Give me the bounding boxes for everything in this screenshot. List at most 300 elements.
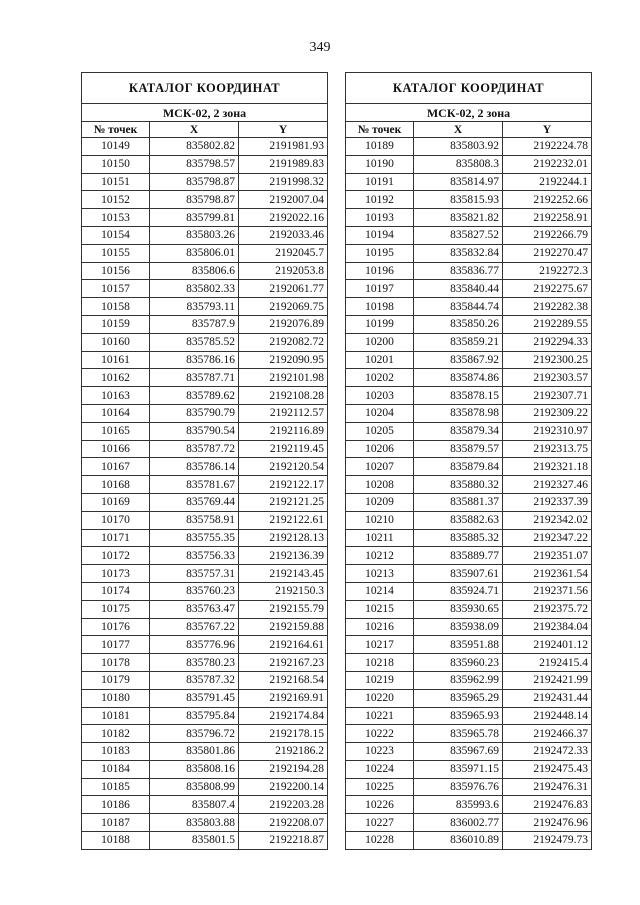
y-coordinate-cell: 2192101.98: [239, 369, 328, 387]
table-row: [82, 743, 328, 761]
column-header-point-number: № точек: [82, 122, 150, 138]
y-coordinate-cell: 2192224.78: [503, 138, 592, 156]
point-number-cell: 10150: [82, 155, 150, 173]
table-body: [82, 138, 328, 850]
y-coordinate-cell: 2192108.28: [239, 387, 328, 405]
table-row: [346, 511, 592, 529]
point-number-cell: 10168: [82, 476, 150, 494]
y-coordinate-cell: 2192164.61: [239, 636, 328, 654]
x-coordinate-cell: 835850.26: [414, 315, 503, 333]
y-coordinate-cell: 2192112.57: [239, 404, 328, 422]
point-number-cell: 10211: [346, 529, 414, 547]
table-row: [82, 796, 328, 814]
table-row: [346, 778, 592, 796]
y-coordinate-cell: 2192476.83: [503, 796, 592, 814]
x-coordinate-cell: 835806.6: [150, 262, 239, 280]
y-coordinate-cell: 2192448.14: [503, 707, 592, 725]
point-number-cell: 10175: [82, 600, 150, 618]
x-coordinate-cell: 835793.11: [150, 298, 239, 316]
x-coordinate-cell: 835756.33: [150, 547, 239, 565]
table-row: [346, 209, 592, 227]
table-row: [82, 600, 328, 618]
x-coordinate-cell: 835801.86: [150, 743, 239, 761]
x-coordinate-cell: 835808.16: [150, 760, 239, 778]
point-number-cell: 10155: [82, 244, 150, 262]
point-number-cell: 10219: [346, 671, 414, 689]
table-row: [346, 654, 592, 672]
y-coordinate-cell: 2192282.38: [503, 298, 592, 316]
x-coordinate-cell: 835951.88: [414, 636, 503, 654]
table-row: [346, 333, 592, 351]
x-coordinate-cell: 835799.81: [150, 209, 239, 227]
x-coordinate-cell: 835976.76: [414, 778, 503, 796]
y-coordinate-cell: 2192303.57: [503, 369, 592, 387]
y-coordinate-cell: 2192120.54: [239, 458, 328, 476]
y-coordinate-cell: 2192033.46: [239, 226, 328, 244]
point-number-cell: 10188: [82, 832, 150, 850]
table-row: [82, 209, 328, 227]
point-number-cell: 10167: [82, 458, 150, 476]
y-coordinate-cell: 2192371.56: [503, 582, 592, 600]
point-number-cell: 10149: [82, 138, 150, 156]
y-coordinate-cell: 2192128.13: [239, 529, 328, 547]
y-coordinate-cell: 2192022.16: [239, 209, 328, 227]
table-row: [346, 404, 592, 422]
y-coordinate-cell: 2192007.04: [239, 191, 328, 209]
point-number-cell: 10224: [346, 760, 414, 778]
point-number-cell: 10165: [82, 422, 150, 440]
x-coordinate-cell: 835930.65: [414, 600, 503, 618]
x-coordinate-cell: 835787.9: [150, 315, 239, 333]
y-coordinate-cell: 2191998.32: [239, 173, 328, 191]
point-number-cell: 10174: [82, 582, 150, 600]
x-coordinate-cell: 835827.52: [414, 226, 503, 244]
point-number-cell: 10200: [346, 333, 414, 351]
point-number-cell: 10161: [82, 351, 150, 369]
point-number-cell: 10216: [346, 618, 414, 636]
y-coordinate-cell: 2192122.17: [239, 476, 328, 494]
column-header-y: Y: [503, 122, 592, 138]
y-coordinate-cell: 2192082.72: [239, 333, 328, 351]
y-coordinate-cell: 2192384.04: [503, 618, 592, 636]
table-row: [82, 173, 328, 191]
point-number-cell: 10213: [346, 565, 414, 583]
point-number-cell: 10173: [82, 565, 150, 583]
y-coordinate-cell: 2192244.1: [503, 173, 592, 191]
point-number-cell: 10162: [82, 369, 150, 387]
point-number-cell: 10189: [346, 138, 414, 156]
table-row: [82, 565, 328, 583]
point-number-cell: 10204: [346, 404, 414, 422]
point-number-cell: 10151: [82, 173, 150, 191]
y-coordinate-cell: 2192476.96: [503, 814, 592, 832]
y-coordinate-cell: 2192321.18: [503, 458, 592, 476]
x-coordinate-cell: 835808.3: [414, 155, 503, 173]
table-row: [82, 618, 328, 636]
x-coordinate-cell: 835798.87: [150, 173, 239, 191]
x-coordinate-cell: 835879.84: [414, 458, 503, 476]
x-coordinate-cell: 835790.79: [150, 404, 239, 422]
y-coordinate-cell: 2192310.97: [503, 422, 592, 440]
point-number-cell: 10220: [346, 689, 414, 707]
x-coordinate-cell: 835889.77: [414, 547, 503, 565]
x-coordinate-cell: 835965.78: [414, 725, 503, 743]
x-coordinate-cell: 835962.99: [414, 671, 503, 689]
y-coordinate-cell: 2192218.87: [239, 832, 328, 850]
point-number-cell: 10228: [346, 832, 414, 850]
column-header-x: X: [414, 122, 503, 138]
point-number-cell: 10178: [82, 654, 150, 672]
point-number-cell: 10159: [82, 315, 150, 333]
y-coordinate-cell: 2192300.25: [503, 351, 592, 369]
x-coordinate-cell: 835767.22: [150, 618, 239, 636]
table-row: [346, 796, 592, 814]
table-row: [346, 600, 592, 618]
table-row: [346, 671, 592, 689]
point-number-cell: 10201: [346, 351, 414, 369]
point-number-cell: 10191: [346, 173, 414, 191]
y-coordinate-cell: 2192289.55: [503, 315, 592, 333]
table-row: [346, 529, 592, 547]
table-row: [82, 493, 328, 511]
point-number-cell: 10205: [346, 422, 414, 440]
catalog-title: КАТАЛОГ КООРДИНАТ: [346, 73, 592, 104]
y-coordinate-cell: 2192375.72: [503, 600, 592, 618]
point-number-cell: 10194: [346, 226, 414, 244]
y-coordinate-cell: 2192401.12: [503, 636, 592, 654]
point-number-cell: 10176: [82, 618, 150, 636]
point-number-cell: 10198: [346, 298, 414, 316]
y-coordinate-cell: 2192208.07: [239, 814, 328, 832]
column-header-x: X: [150, 122, 239, 138]
table-row: [346, 173, 592, 191]
y-coordinate-cell: 2192203.28: [239, 796, 328, 814]
point-number-cell: 10157: [82, 280, 150, 298]
table-row: [82, 244, 328, 262]
table-row: [82, 226, 328, 244]
x-coordinate-cell: 835807.4: [150, 796, 239, 814]
y-coordinate-cell: 2192421.99: [503, 671, 592, 689]
table-row: [346, 369, 592, 387]
table-row: [346, 832, 592, 850]
point-number-cell: 10184: [82, 760, 150, 778]
coordinate-system-zone: МСК-02, 2 зона: [82, 104, 328, 122]
x-coordinate-cell: 835882.63: [414, 511, 503, 529]
x-coordinate-cell: 835880.32: [414, 476, 503, 494]
x-coordinate-cell: 835993.6: [414, 796, 503, 814]
table-row: [346, 618, 592, 636]
table-row: [346, 440, 592, 458]
x-coordinate-cell: 836010.89: [414, 832, 503, 850]
y-coordinate-cell: 2192143.45: [239, 565, 328, 583]
y-coordinate-cell: 2192053.8: [239, 262, 328, 280]
point-number-cell: 10169: [82, 493, 150, 511]
table-row: [346, 814, 592, 832]
x-coordinate-cell: 835967.69: [414, 743, 503, 761]
x-coordinate-cell: 835938.09: [414, 618, 503, 636]
point-number-cell: 10166: [82, 440, 150, 458]
point-number-cell: 10223: [346, 743, 414, 761]
point-number-cell: 10227: [346, 814, 414, 832]
x-coordinate-cell: 835808.99: [150, 778, 239, 796]
y-coordinate-cell: 2192472.33: [503, 743, 592, 761]
table-row: [346, 244, 592, 262]
x-coordinate-cell: 835960.23: [414, 654, 503, 672]
point-number-cell: 10185: [82, 778, 150, 796]
point-number-cell: 10153: [82, 209, 150, 227]
table-row: [82, 476, 328, 494]
table-row: [82, 760, 328, 778]
y-coordinate-cell: 2192258.91: [503, 209, 592, 227]
table-row: [82, 315, 328, 333]
table-row: [346, 707, 592, 725]
point-number-cell: 10164: [82, 404, 150, 422]
table-row: [346, 422, 592, 440]
table-row: [346, 565, 592, 583]
y-coordinate-cell: 2192159.88: [239, 618, 328, 636]
table-row: [82, 333, 328, 351]
point-number-cell: 10197: [346, 280, 414, 298]
x-coordinate-cell: 835787.32: [150, 671, 239, 689]
page-number: 349: [309, 40, 331, 55]
table-row: [346, 760, 592, 778]
x-coordinate-cell: 835757.31: [150, 565, 239, 583]
point-number-cell: 10172: [82, 547, 150, 565]
point-number-cell: 10183: [82, 743, 150, 761]
table-row: [82, 511, 328, 529]
y-coordinate-cell: 2192155.79: [239, 600, 328, 618]
x-coordinate-cell: 835791.45: [150, 689, 239, 707]
table-row: [82, 814, 328, 832]
point-number-cell: 10163: [82, 387, 150, 405]
table-row: [346, 636, 592, 654]
x-coordinate-cell: 835881.37: [414, 493, 503, 511]
x-coordinate-cell: 835781.67: [150, 476, 239, 494]
table-row: [82, 191, 328, 209]
y-coordinate-cell: 2192169.91: [239, 689, 328, 707]
x-coordinate-cell: 835867.92: [414, 351, 503, 369]
y-coordinate-cell: 2192415.4: [503, 654, 592, 672]
x-coordinate-cell: 835806.01: [150, 244, 239, 262]
table-row: [346, 298, 592, 316]
y-coordinate-cell: 2192090.95: [239, 351, 328, 369]
y-coordinate-cell: 2192270.47: [503, 244, 592, 262]
x-coordinate-cell: 835760.23: [150, 582, 239, 600]
x-coordinate-cell: 835844.74: [414, 298, 503, 316]
x-coordinate-cell: 835789.62: [150, 387, 239, 405]
table-row: [346, 155, 592, 173]
point-number-cell: 10203: [346, 387, 414, 405]
table-row: [82, 440, 328, 458]
y-coordinate-cell: 2192476.31: [503, 778, 592, 796]
y-coordinate-cell: 2192122.61: [239, 511, 328, 529]
point-number-cell: 10226: [346, 796, 414, 814]
y-coordinate-cell: 2192431.44: [503, 689, 592, 707]
table-row: [82, 671, 328, 689]
y-coordinate-cell: 2192200.14: [239, 778, 328, 796]
point-number-cell: 10182: [82, 725, 150, 743]
x-coordinate-cell: 835803.92: [414, 138, 503, 156]
point-number-cell: 10177: [82, 636, 150, 654]
point-number-cell: 10179: [82, 671, 150, 689]
x-coordinate-cell: 835798.87: [150, 191, 239, 209]
table-row: [82, 689, 328, 707]
table-row: [82, 458, 328, 476]
y-coordinate-cell: 2192061.77: [239, 280, 328, 298]
coordinate-catalog-table-left: [81, 72, 328, 850]
x-coordinate-cell: 835763.47: [150, 600, 239, 618]
x-coordinate-cell: 835874.86: [414, 369, 503, 387]
point-number-cell: 10214: [346, 582, 414, 600]
y-coordinate-cell: 2192252.66: [503, 191, 592, 209]
x-coordinate-cell: 835802.33: [150, 280, 239, 298]
point-number-cell: 10156: [82, 262, 150, 280]
table-row: [346, 351, 592, 369]
table-row: [82, 422, 328, 440]
x-coordinate-cell: 835785.52: [150, 333, 239, 351]
x-coordinate-cell: 835840.44: [414, 280, 503, 298]
table-row: [346, 582, 592, 600]
table-row: [346, 689, 592, 707]
y-coordinate-cell: 2192119.45: [239, 440, 328, 458]
y-coordinate-cell: 2192116.89: [239, 422, 328, 440]
point-number-cell: 10181: [82, 707, 150, 725]
table-row: [82, 387, 328, 405]
y-coordinate-cell: 2192309.22: [503, 404, 592, 422]
table-row: [82, 529, 328, 547]
point-number-cell: 10187: [82, 814, 150, 832]
coordinate-system-zone: МСК-02, 2 зона: [346, 104, 592, 122]
y-coordinate-cell: 2192466.37: [503, 725, 592, 743]
y-coordinate-cell: 2192121.25: [239, 493, 328, 511]
x-coordinate-cell: 836002.77: [414, 814, 503, 832]
table-row: [346, 476, 592, 494]
x-coordinate-cell: 835786.14: [150, 458, 239, 476]
x-coordinate-cell: 835885.32: [414, 529, 503, 547]
point-number-cell: 10152: [82, 191, 150, 209]
y-coordinate-cell: 2192186.2: [239, 743, 328, 761]
table-row: [346, 138, 592, 156]
table-row: [346, 458, 592, 476]
point-number-cell: 10225: [346, 778, 414, 796]
y-coordinate-cell: 2192232.01: [503, 155, 592, 173]
y-coordinate-cell: 2192307.71: [503, 387, 592, 405]
table-row: [82, 778, 328, 796]
point-number-cell: 10180: [82, 689, 150, 707]
y-coordinate-cell: 2192351.07: [503, 547, 592, 565]
table-row: [82, 138, 328, 156]
x-coordinate-cell: 835965.93: [414, 707, 503, 725]
y-coordinate-cell: 2192475.43: [503, 760, 592, 778]
x-coordinate-cell: 835776.96: [150, 636, 239, 654]
point-number-cell: 10209: [346, 493, 414, 511]
y-coordinate-cell: 2192168.54: [239, 671, 328, 689]
x-coordinate-cell: 835802.82: [150, 138, 239, 156]
table-row: [82, 832, 328, 850]
point-number-cell: 10196: [346, 262, 414, 280]
point-number-cell: 10206: [346, 440, 414, 458]
y-coordinate-cell: 2192294.33: [503, 333, 592, 351]
column-header-y: Y: [239, 122, 328, 138]
x-coordinate-cell: 835815.93: [414, 191, 503, 209]
table-row: [346, 226, 592, 244]
x-coordinate-cell: 835836.77: [414, 262, 503, 280]
table-row: [82, 298, 328, 316]
y-coordinate-cell: 2192337.39: [503, 493, 592, 511]
x-coordinate-cell: 835821.82: [414, 209, 503, 227]
y-coordinate-cell: 2192327.46: [503, 476, 592, 494]
column-header-point-number: № точек: [346, 122, 414, 138]
table-body: [346, 138, 592, 850]
x-coordinate-cell: 835758.91: [150, 511, 239, 529]
y-coordinate-cell: 2192178.15: [239, 725, 328, 743]
y-coordinate-cell: 2192167.23: [239, 654, 328, 672]
table-row: [82, 369, 328, 387]
table-row: [346, 387, 592, 405]
x-coordinate-cell: 835814.97: [414, 173, 503, 191]
table-row: [82, 155, 328, 173]
point-number-cell: 10207: [346, 458, 414, 476]
x-coordinate-cell: 835879.34: [414, 422, 503, 440]
table-row: [346, 725, 592, 743]
table-row: [346, 280, 592, 298]
x-coordinate-cell: 835971.15: [414, 760, 503, 778]
table-row: [346, 493, 592, 511]
y-coordinate-cell: 2192076.89: [239, 315, 328, 333]
x-coordinate-cell: 835755.35: [150, 529, 239, 547]
x-coordinate-cell: 835965.29: [414, 689, 503, 707]
y-coordinate-cell: 2192266.79: [503, 226, 592, 244]
y-coordinate-cell: 2192150.3: [239, 582, 328, 600]
point-number-cell: 10218: [346, 654, 414, 672]
x-coordinate-cell: 835786.16: [150, 351, 239, 369]
x-coordinate-cell: 835803.88: [150, 814, 239, 832]
x-coordinate-cell: 835801.5: [150, 832, 239, 850]
x-coordinate-cell: 835878.98: [414, 404, 503, 422]
point-number-cell: 10154: [82, 226, 150, 244]
y-coordinate-cell: 2191981.93: [239, 138, 328, 156]
point-number-cell: 10170: [82, 511, 150, 529]
point-number-cell: 10210: [346, 511, 414, 529]
y-coordinate-cell: 2192342.02: [503, 511, 592, 529]
point-number-cell: 10195: [346, 244, 414, 262]
x-coordinate-cell: 835790.54: [150, 422, 239, 440]
x-coordinate-cell: 835907.61: [414, 565, 503, 583]
table-row: [346, 262, 592, 280]
table-row: [82, 351, 328, 369]
table-row: [82, 725, 328, 743]
x-coordinate-cell: 835803.26: [150, 226, 239, 244]
point-number-cell: 10160: [82, 333, 150, 351]
point-number-cell: 10222: [346, 725, 414, 743]
y-coordinate-cell: 2192479.73: [503, 832, 592, 850]
x-coordinate-cell: 835780.23: [150, 654, 239, 672]
point-number-cell: 10221: [346, 707, 414, 725]
point-number-cell: 10217: [346, 636, 414, 654]
point-number-cell: 10208: [346, 476, 414, 494]
table-row: [82, 582, 328, 600]
table-row: [346, 743, 592, 761]
catalog-title: КАТАЛОГ КООРДИНАТ: [82, 73, 328, 104]
table-row: [82, 654, 328, 672]
point-number-cell: 10158: [82, 298, 150, 316]
y-coordinate-cell: 2191989.83: [239, 155, 328, 173]
x-coordinate-cell: 835769.44: [150, 493, 239, 511]
y-coordinate-cell: 2192275.67: [503, 280, 592, 298]
table-row: [346, 547, 592, 565]
table-row: [346, 315, 592, 333]
x-coordinate-cell: 835924.71: [414, 582, 503, 600]
